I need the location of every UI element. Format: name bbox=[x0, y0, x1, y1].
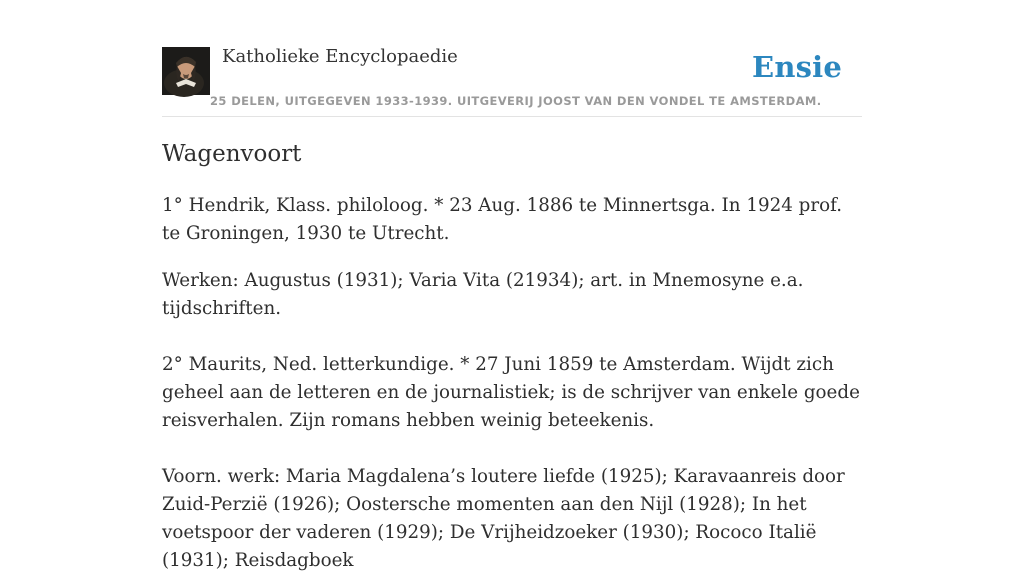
article-paragraph: 2° Maurits, Ned. letterkundige. * 27 Juni 1859 te Amsterdam. Wijdt zich geheel aan de letteren en de journalistiek; is de schrijver van enkele goede reisverhalen. Zijn romans hebben weinig beteekenis. bbox=[162, 354, 860, 431]
source-subtitle: 25 DELEN, UITGEGEVEN 1933-1939. UITGEVERIJ JOOST VAN DEN VONDEL TE AMSTERDAM. bbox=[210, 94, 822, 108]
source-title-link[interactable]: Katholieke Encyclopaedie bbox=[222, 46, 458, 67]
ensie-logo-link[interactable]: Ensie bbox=[752, 50, 842, 84]
article-paragraph: 1° Hendrik, Klass. philoloog. * 23 Aug. 1886 te Minnertsga. In 1924 prof. te Groningen, 1930 te Utrecht. bbox=[162, 195, 843, 244]
portrait-avatar-icon[interactable] bbox=[162, 47, 210, 95]
article bbox=[162, 138, 862, 575]
article-title: Wagenvoort bbox=[162, 141, 302, 167]
article-paragraph: Werken: Augustus (1931); Varia Vita (21934); art. in Mnemosyne e.a. tijdschriften. bbox=[162, 270, 804, 319]
source-header bbox=[162, 40, 862, 117]
portrait-image bbox=[162, 47, 210, 95]
article-paragraph: Voorn. werk: Maria Magdalena’s loutere liefde (1925); Karavaanreis door Zuid-Perzië (1926); Oostersche momenten aan den Nijl (1928); In het voetspoor der vaderen (1929); De Vrijheidzoeker (1930); Rococo Italië (1931); Reisdagboek bbox=[162, 466, 845, 571]
